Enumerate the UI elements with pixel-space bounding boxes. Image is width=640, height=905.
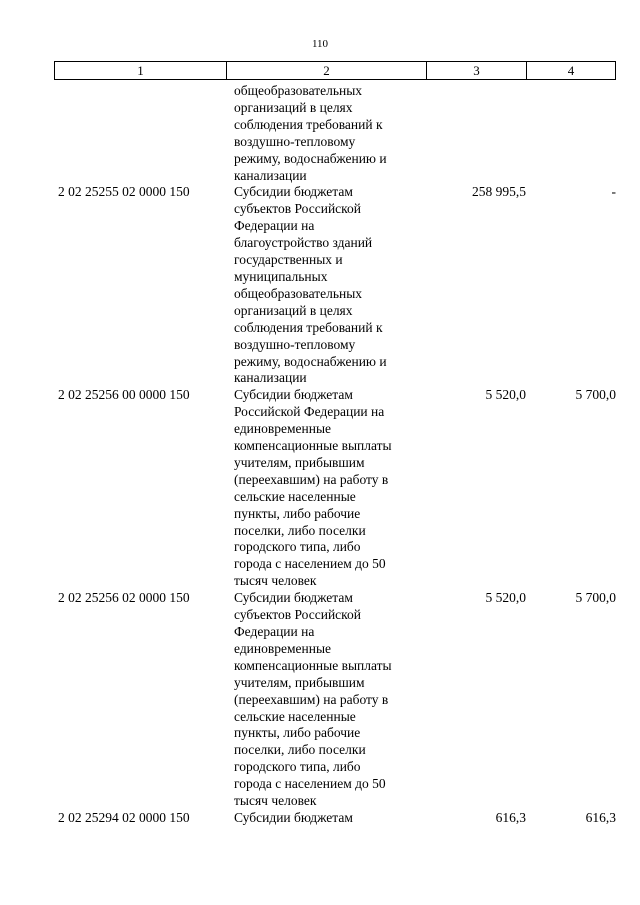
value-col-3: 258 995,5: [472, 184, 526, 200]
value-col-4: 5 700,0: [575, 387, 616, 403]
column-header-4: 4: [527, 62, 616, 80]
table-row: [54, 590, 616, 810]
value-col-4: -: [611, 184, 616, 200]
page-number: 110: [311, 38, 329, 50]
value-col-3: 5 520,0: [485, 387, 526, 403]
table-row: [54, 83, 616, 184]
budget-code: 2 02 25256 00 0000 150: [58, 387, 190, 403]
table-header: [54, 61, 616, 80]
column-header-1: 1: [55, 62, 227, 80]
value-col-3: 5 520,0: [485, 590, 526, 606]
row-description: Субсидии бюджетам Российской Федерации на единовременные компенсационные выплаты учителям, прибывшим (переехавшим) на работу в сельские населенные пункты, либо рабочие поселки, либо поселки городского типа, либо города с населением до 50 тысяч человек: [234, 387, 392, 589]
row-description: Субсидии бюджетам: [234, 809, 353, 825]
row-description: общеобразовательных организаций в целях соблюдения требований к воздушно-тепловому режиму, водоснабжению и канализации: [234, 83, 387, 183]
value-col-4: 616,3: [585, 809, 616, 825]
column-header-3: 3: [427, 62, 527, 80]
table-row: [54, 387, 616, 590]
budget-code: 2 02 25256 02 0000 150: [58, 590, 190, 606]
budget-code: 2 02 25294 02 0000 150: [58, 809, 190, 825]
value-col-4: 5 700,0: [575, 590, 616, 606]
budget-code: 2 02 25255 02 0000 150: [58, 184, 190, 200]
row-description: Субсидии бюджетам субъектов Российской Федерации на благоустройство зданий государственных и муниципальных общеобразовательных организаций в целях соблюдения требований к воздушно-тепловому режиму, водоснабжению и канализации: [234, 184, 387, 386]
table-row: [54, 810, 616, 827]
value-col-3: 616,3: [495, 809, 526, 825]
table-row: [54, 184, 616, 387]
column-header-2: 2: [227, 62, 427, 80]
table-body: [54, 83, 616, 827]
row-description: Субсидии бюджетам субъектов Российской Федерации на единовременные компенсационные выплаты учителям, прибывшим (переехавшим) на работу в сельские населенные пункты, либо рабочие поселки, либо поселки городского типа, либо города с населением до 50 тысяч человек: [234, 590, 392, 809]
